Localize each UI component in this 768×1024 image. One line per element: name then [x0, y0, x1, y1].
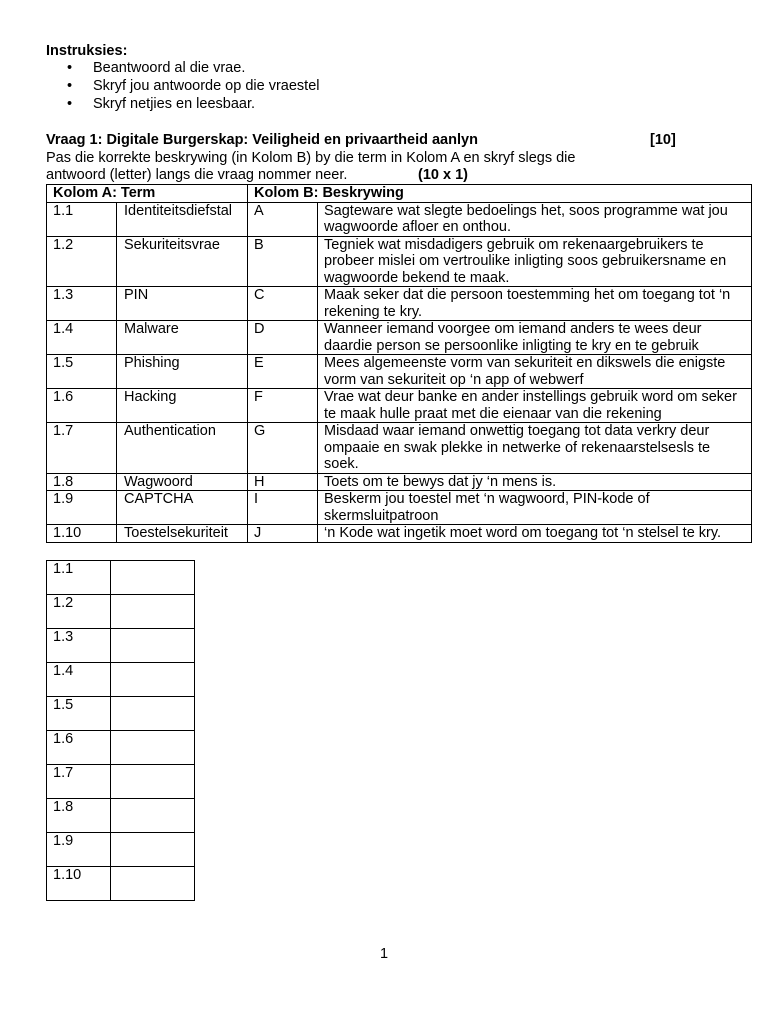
bullet-icon: •: [67, 96, 73, 112]
answer-row: [47, 560, 195, 594]
table-row: [47, 473, 752, 491]
term-cell: Hacking: [117, 389, 248, 423]
answer-table: [46, 560, 195, 901]
letter-cell: H: [248, 473, 318, 491]
answer-field[interactable]: [111, 730, 195, 764]
column-b-header: Kolom B: Beskrywing: [248, 185, 752, 203]
letter-cell: G: [248, 423, 318, 474]
answer-number: 1.8: [47, 798, 111, 832]
table-row: [47, 321, 752, 355]
answer-number: 1.3: [47, 628, 111, 662]
letter-cell: E: [248, 355, 318, 389]
answer-row: [47, 730, 195, 764]
table-row: [47, 202, 752, 236]
answer-number: 1.1: [47, 560, 111, 594]
instructions-title: Instruksies:: [46, 43, 128, 59]
answer-field[interactable]: [111, 594, 195, 628]
letter-cell: D: [248, 321, 318, 355]
term-cell: PIN: [117, 287, 248, 321]
answer-field[interactable]: [111, 764, 195, 798]
document-page: [46, 43, 751, 901]
table-row: [47, 423, 752, 474]
answer-row: [47, 662, 195, 696]
letter-cell: F: [248, 389, 318, 423]
instructions-list: [46, 60, 751, 114]
question-number: 1.1: [47, 202, 117, 236]
question-number: 1.4: [47, 321, 117, 355]
answer-row: [47, 628, 195, 662]
answer-number: 1.5: [47, 696, 111, 730]
description-cell: Tegniek wat misdadigers gebruik om rekenaargebruikers te probeer mislei om vertroulike inligting soos gebruikersname en wagwoorde bekend te maak.: [318, 236, 752, 287]
question-number: 1.3: [47, 287, 117, 321]
question-number: 1.2: [47, 236, 117, 287]
letter-cell: I: [248, 491, 318, 525]
answer-field[interactable]: [111, 628, 195, 662]
matching-table: [46, 184, 752, 543]
term-cell: Sekuriteitsvrae: [117, 236, 248, 287]
question-number: 1.7: [47, 423, 117, 474]
description-cell: Wanneer iemand voorgee om iemand anders te wees deur daardie person se persoonlike inligting te kry en te gebruik: [318, 321, 752, 355]
answer-field[interactable]: [111, 866, 195, 900]
table-row: [47, 355, 752, 389]
answer-field[interactable]: [111, 696, 195, 730]
table-row: [47, 491, 752, 525]
table-row: [47, 236, 752, 287]
question-mark-allocation: (10 x 1): [418, 167, 468, 183]
answer-row: [47, 832, 195, 866]
page-number: 1: [379, 946, 389, 962]
term-cell: Identiteitsdiefstal: [117, 202, 248, 236]
answer-number: 1.7: [47, 764, 111, 798]
matching-table-header: [47, 185, 752, 203]
term-cell: Authentication: [117, 423, 248, 474]
instruction-text: Beantwoord al die vrae.: [93, 60, 246, 76]
letter-cell: A: [248, 202, 318, 236]
letter-cell: C: [248, 287, 318, 321]
table-row: [47, 525, 752, 543]
table-row: [47, 287, 752, 321]
instruction-text: Skryf netjies en leesbaar.: [93, 96, 256, 112]
term-cell: Malware: [117, 321, 248, 355]
term-cell: Toestelsekuriteit: [117, 525, 248, 543]
instruction-item: [46, 96, 751, 114]
question-instruction: [46, 150, 626, 184]
term-cell: Wagwoord: [117, 473, 248, 491]
answer-number: 1.10: [47, 866, 111, 900]
term-cell: Phishing: [117, 355, 248, 389]
question-number: 1.9: [47, 491, 117, 525]
description-cell: Beskerm jou toestel met ‘n wagwoord, PIN-kode of skermsluitpatroon: [318, 491, 752, 525]
answer-number: 1.9: [47, 832, 111, 866]
description-cell: Maak seker dat die persoon toestemming het om toegang tot ‘n rekening te kry.: [318, 287, 752, 321]
term-cell: CAPTCHA: [117, 491, 248, 525]
question-number: 1.10: [47, 525, 117, 543]
answer-number: 1.6: [47, 730, 111, 764]
description-cell: Vrae wat deur banke en ander instellings gebruik word om seker te maak hulle praat met die eienaar van die rekening: [318, 389, 752, 423]
bullet-icon: •: [67, 60, 73, 76]
bullet-icon: •: [67, 78, 73, 94]
description-cell: Mees algemeenste vorm van sekuriteit en dikswels die enigste vorm van sekuriteit op ‘n app of webwerf: [318, 355, 752, 389]
instruction-text: Skryf jou antwoorde op die vraestel: [93, 78, 320, 94]
description-cell: Sagteware wat slegte bedoelings het, soos programme wat jou wagwoorde afloer en onthou.: [318, 202, 752, 236]
question-lead-text: Pas die korrekte beskrywing (in Kolom B) by die term in Kolom A en skryf slegs die antwoord (letter) langs die vraag nommer neer.: [46, 150, 576, 183]
instruction-item: [46, 78, 751, 96]
answer-row: [47, 696, 195, 730]
table-row: [47, 389, 752, 423]
question-number: 1.8: [47, 473, 117, 491]
description-cell: Toets om te bewys dat jy ‘n mens is.: [318, 473, 752, 491]
question-heading: [46, 132, 751, 150]
answer-row: [47, 798, 195, 832]
answer-number: 1.4: [47, 662, 111, 696]
letter-cell: J: [248, 525, 318, 543]
instruction-item: [46, 60, 751, 78]
question-number: 1.5: [47, 355, 117, 389]
column-a-header: Kolom A: Term: [47, 185, 248, 203]
question-number: 1.6: [47, 389, 117, 423]
answer-row: [47, 764, 195, 798]
answer-row: [47, 866, 195, 900]
answer-row: [47, 594, 195, 628]
answer-number: 1.2: [47, 594, 111, 628]
question-title: Vraag 1: Digitale Burgerskap: Veiligheid en privaartheid aanlyn: [46, 132, 478, 148]
answer-field[interactable]: [111, 798, 195, 832]
answer-field[interactable]: [111, 832, 195, 866]
question-marks: [10]: [650, 132, 676, 148]
answer-field[interactable]: [111, 560, 195, 594]
answer-field[interactable]: [111, 662, 195, 696]
description-cell: Misdaad waar iemand onwettig toegang tot data verkry deur ompaaie en swak plekke in netwerke of rekenaarstelsesls te soek.: [318, 423, 752, 474]
letter-cell: B: [248, 236, 318, 287]
description-cell: ‘n Kode wat ingetik moet word om toegang tot ‘n stelsel te kry.: [318, 525, 752, 543]
